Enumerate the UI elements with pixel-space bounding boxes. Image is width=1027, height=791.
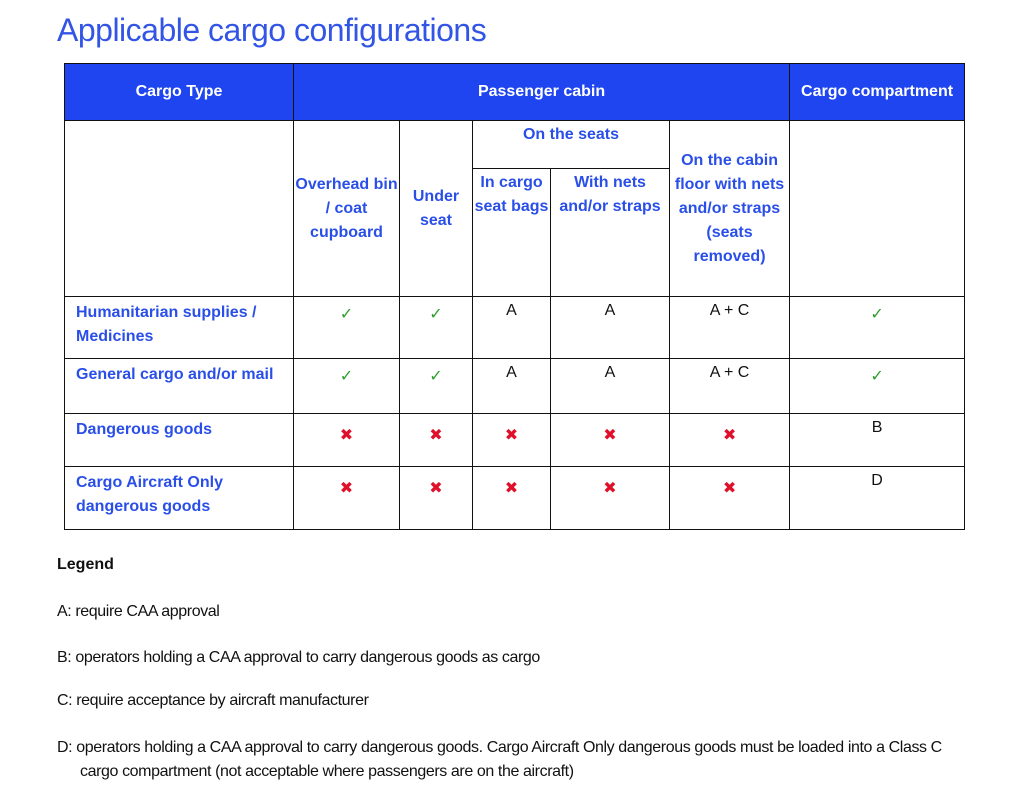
legend-item-d: D: operators holding a CAA approval to carry dangerous goods. Cargo Aircraft Only dangerous goods must be loaded into a Class C cargo compartment (not acceptable where passengers are on the aircraft) [57,739,942,780]
row-label: General cargo and/or mail [65,359,294,414]
subheader-overhead: Overhead bin / coat cupboard [294,121,400,297]
check-icon: ✓ [400,359,473,414]
cargo-configuration-table [64,63,965,530]
header-cargo-compartment: Cargo compartment [790,64,965,121]
table-cell: A [551,359,670,414]
table-cell: A [473,359,551,414]
legend-item-b: B: operators holding a CAA approval to carry dangerous goods as cargo [57,649,540,666]
subheader-with-nets: With nets and/or straps [551,169,670,297]
header-row [65,64,965,121]
cross-icon: ✖ [400,467,473,530]
header-cargo-type: Cargo Type [65,64,294,121]
table-row [65,467,965,530]
cross-icon: ✖ [670,467,790,530]
table-row [65,297,965,359]
check-icon: ✓ [400,297,473,359]
table-row [65,414,965,467]
subheader-empty-cell [790,121,965,297]
cross-icon: ✖ [551,467,670,530]
table-cell: A + C [670,297,790,359]
legend-title: Legend [57,556,114,573]
legend-item-a: A: require CAA approval [57,603,220,620]
cross-icon: ✖ [473,467,551,530]
header-passenger-cabin: Passenger cabin [294,64,790,121]
subheader-in-bags: In cargo seat bags [473,169,551,297]
cross-icon: ✖ [473,414,551,467]
row-label: Dangerous goods [65,414,294,467]
subheader-under-seat: Under seat [400,121,473,297]
cross-icon: ✖ [294,467,400,530]
table-row [65,359,965,414]
page-title: Applicable cargo configurations [57,12,487,48]
subheader-row [65,121,965,169]
subheader-cabin-floor: On the cabin floor with nets and/or straps (seats removed) [670,121,790,297]
table-cell: A [551,297,670,359]
table-cell: A + C [670,359,790,414]
cross-icon: ✖ [551,414,670,467]
check-icon: ✓ [790,297,965,359]
table-cell: A [473,297,551,359]
check-icon: ✓ [790,359,965,414]
cross-icon: ✖ [400,414,473,467]
check-icon: ✓ [294,297,400,359]
cross-icon: ✖ [670,414,790,467]
subheader-empty-cell [65,121,294,297]
row-label: Cargo Aircraft Only dangerous goods [65,467,294,530]
check-icon: ✓ [294,359,400,414]
cross-icon: ✖ [294,414,400,467]
subheader-on-the-seats: On the seats [473,121,670,169]
table-cell: D [790,467,965,530]
row-label: Humanitarian supplies / Medicines [65,297,294,359]
legend-item-c: C: require acceptance by aircraft manufacturer [57,692,369,709]
table-cell: B [790,414,965,467]
